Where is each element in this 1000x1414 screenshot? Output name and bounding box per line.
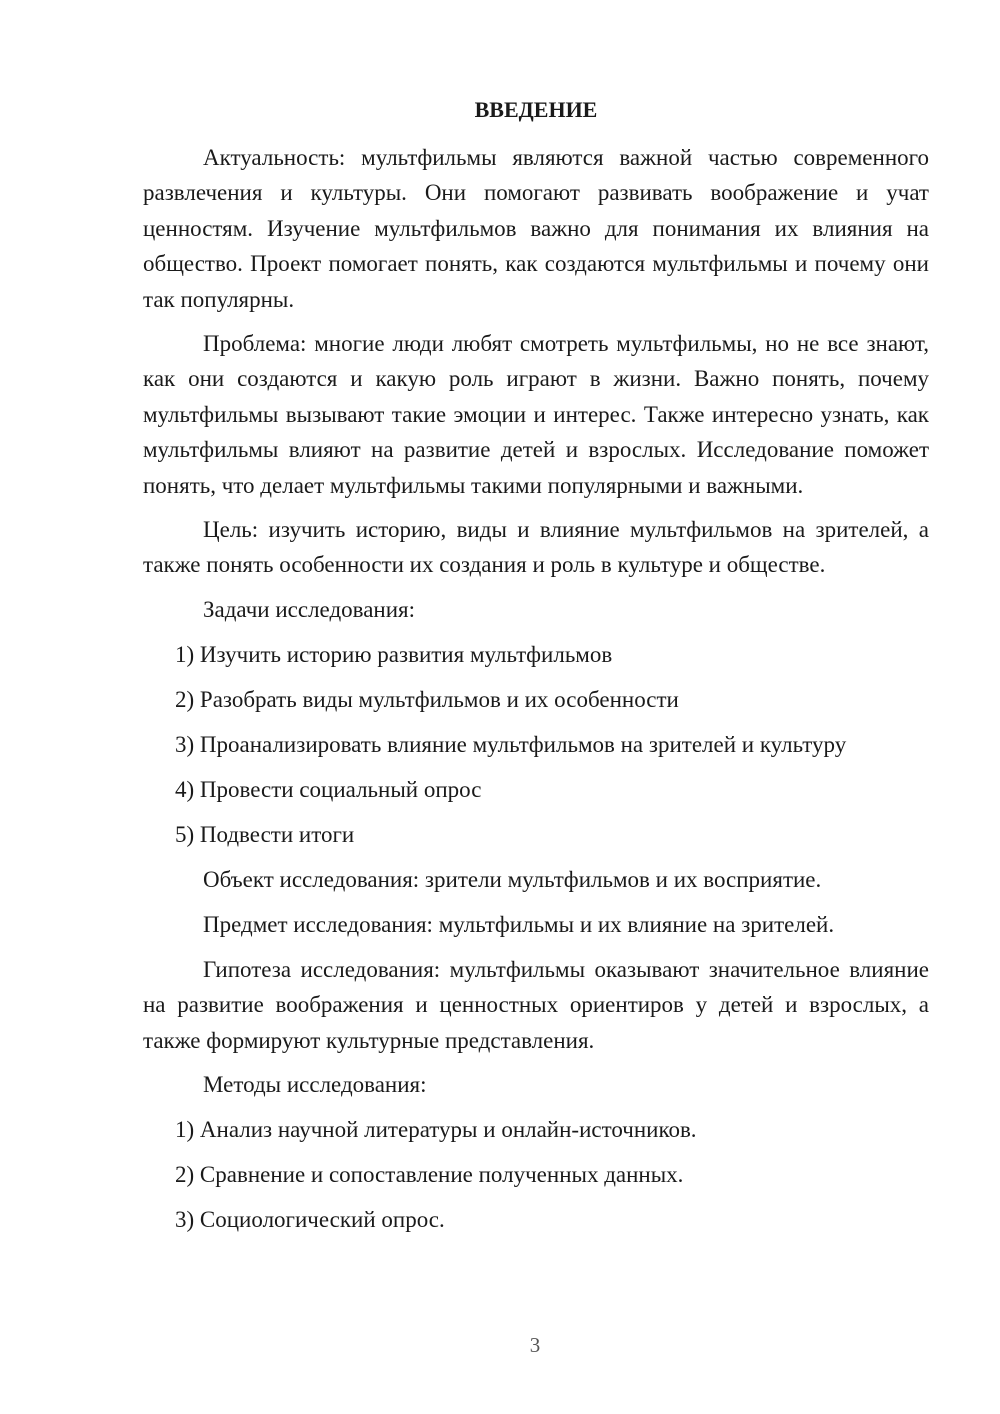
page-content bbox=[143, 96, 929, 1247]
methods-heading: Методы исследования: bbox=[203, 1072, 427, 1098]
task-item-1: 1) Изучить историю развития мультфильмов bbox=[175, 641, 613, 667]
method-item-2: 2) Сравнение и сопоставление полученных данных. bbox=[175, 1162, 684, 1188]
task-item-4: 4) Провести социальный опрос bbox=[175, 776, 482, 802]
paragraph-hypothesis: Гипотеза исследования: мультфильмы оказывают значительное влияние на развитие воображения и ценностных ориентиров у детей и взрослых, а также формируют культурные представления. bbox=[143, 956, 929, 1053]
paragraph-relevance: Актуальность: мультфильмы являются важной частью современного развлечения и культуры. Они помогают развивать воображение и учат ценностям. Изучение мультфильмов важно для понимания их влияния на общество. Проект помогает понять, как создаются мультфильмы и почему они так популярны. bbox=[143, 145, 929, 312]
method-item-1: 1) Анализ научной литературы и онлайн-источников. bbox=[175, 1117, 697, 1143]
paragraph-problem: Проблема: многие люди любят смотреть мультфильмы, но не все знают, как они создаются и какую роль играют в жизни. Важно понять, почему мультфильмы вызывают такие эмоции и интерес. Также интересно узнать, как мультфильмы влияют на развитие детей и взрослых. Исследование поможет понять, что делает мультфильмы такими популярными и важными. bbox=[143, 331, 929, 498]
task-item-2: 2) Разобрать виды мультфильмов и их особенности bbox=[175, 686, 679, 712]
tasks-heading: Задачи исследования: bbox=[203, 596, 416, 622]
paragraph-object: Объект исследования: зрители мультфильмов и их восприятие. bbox=[203, 866, 822, 892]
page-title: ВВЕДЕНИЕ bbox=[474, 97, 598, 122]
task-item-3: 3) Проанализировать влияние мультфильмов на зрителей и культуру bbox=[175, 731, 847, 757]
task-item-5: 5) Подвести итоги bbox=[175, 821, 355, 847]
page-number: 3 bbox=[529, 1333, 541, 1357]
paragraph-goal: Цель: изучить историю, виды и влияние мультфильмов на зрителей, а также понять особенности их создания и роль в культуре и обществе. bbox=[143, 517, 929, 578]
paragraph-subject: Предмет исследования: мультфильмы и их влияние на зрителей. bbox=[203, 911, 835, 937]
method-item-3: 3) Социологический опрос. bbox=[175, 1207, 445, 1233]
